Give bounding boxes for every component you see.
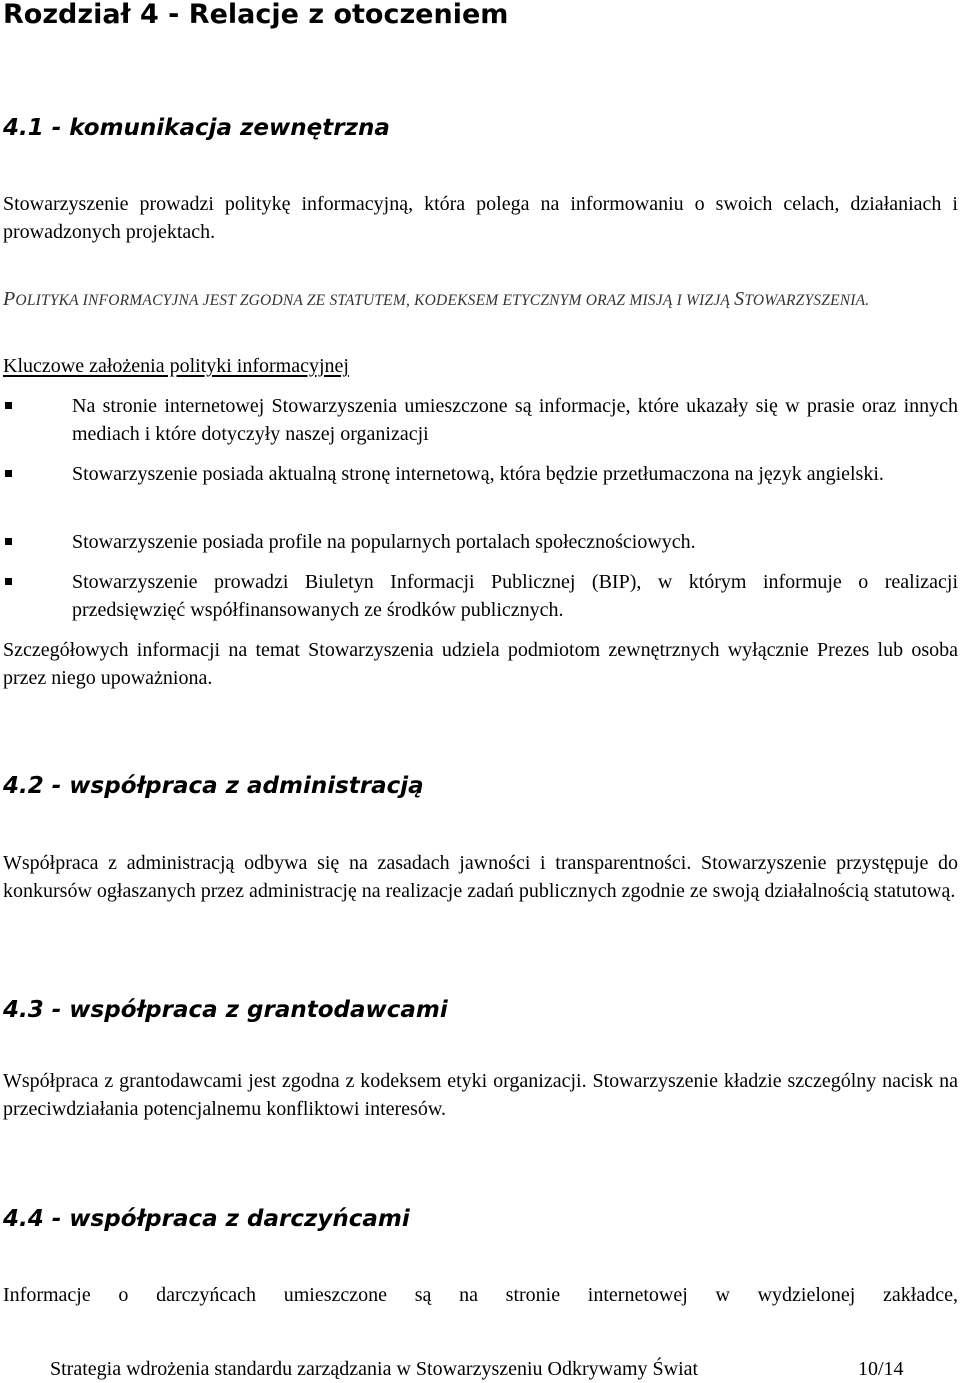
section-4-1-intro: Stowarzyszenie prowadzi politykę informacyjną, która polega na informowaniu o swoich celach, działaniach i prowadzonych projektach. bbox=[3, 193, 958, 243]
section-heading-4-2: 4.2 - współpraca z administracją bbox=[3, 773, 424, 799]
square-bullet-icon bbox=[5, 538, 12, 545]
list-item-text: Stowarzyszenie posiada profile na popularnych portalach społecznościowych. bbox=[72, 531, 696, 553]
list-item bbox=[3, 528, 958, 556]
section-4-2-body: Współpraca z administracją odbywa się na zasadach jawności i transparentności. Stowarzyszenie przystępuje do konkursów ogłaszanych przez administrację na realizacje zadań publicznych zgodnie ze swoją działalnością statutową. bbox=[3, 852, 958, 902]
chapter-title: Rozdział 4 - Relacje z otoczeniem bbox=[3, 0, 509, 30]
section-4-3-body: Współpraca z grantodawcami jest zgodna z kodeksem etyki organizacji. Stowarzyszenie kładzie szczególny nacisk na przeciwdziałania potencjalnemu konfliktowi interesów. bbox=[3, 1070, 958, 1120]
section-heading-4-3: 4.3 - współpraca z grantodawcami bbox=[3, 997, 448, 1023]
policy-subheading: Kluczowe założenia polityki informacyjnej bbox=[3, 355, 349, 377]
section-heading-4-1: 4.1 - komunikacja zewnętrzna bbox=[3, 115, 390, 141]
list-item-text: Stowarzyszenie posiada aktualną stronę internetową, która będzie przetłumaczona na język angielski. bbox=[72, 463, 884, 485]
section-heading-4-4: 4.4 - współpraca z darczyńcami bbox=[3, 1206, 410, 1232]
list-item bbox=[3, 568, 958, 624]
square-bullet-icon bbox=[5, 470, 12, 477]
section-4-4-body: Informacje o darczyńcach umieszczone są na stronie internetowej w wydzielonej zakładce, bbox=[3, 1284, 958, 1306]
square-bullet-icon bbox=[5, 402, 12, 409]
list-item-text: Na stronie internetowej Stowarzyszenia umieszczone są informacje, które ukazały się w prasie oraz innych mediach i które dotyczyły naszej organizacji bbox=[72, 395, 958, 445]
section-4-1-closing: Szczegółowych informacji na temat Stowarzyszenia udziela podmiotom zewnętrznych wyłącznie Prezes lub osoba przez niego upoważniona. bbox=[3, 639, 958, 689]
policy-statement: POLITYKA INFORMACYJNA JEST ZGODNA ZE STATUTEM, KODEKSEM ETYCZNYM ORAZ MISJĄ I WIZJĄ STOWARZYSZENIA. bbox=[3, 288, 870, 310]
footer-title: Strategia wdrożenia standardu zarządzania w Stowarzyszeniu Odkrywamy Świat bbox=[50, 1358, 699, 1380]
square-bullet-icon bbox=[5, 578, 12, 585]
list-item-text: Stowarzyszenie prowadzi Biuletyn Informacji Publicznej (BIP), w którym informuje o realizacji przedsięwzięć współfinansowanych ze środków publicznych. bbox=[72, 571, 958, 621]
page-number: 10/14 bbox=[858, 1358, 904, 1380]
list-item bbox=[3, 460, 958, 488]
list-item bbox=[3, 392, 958, 448]
